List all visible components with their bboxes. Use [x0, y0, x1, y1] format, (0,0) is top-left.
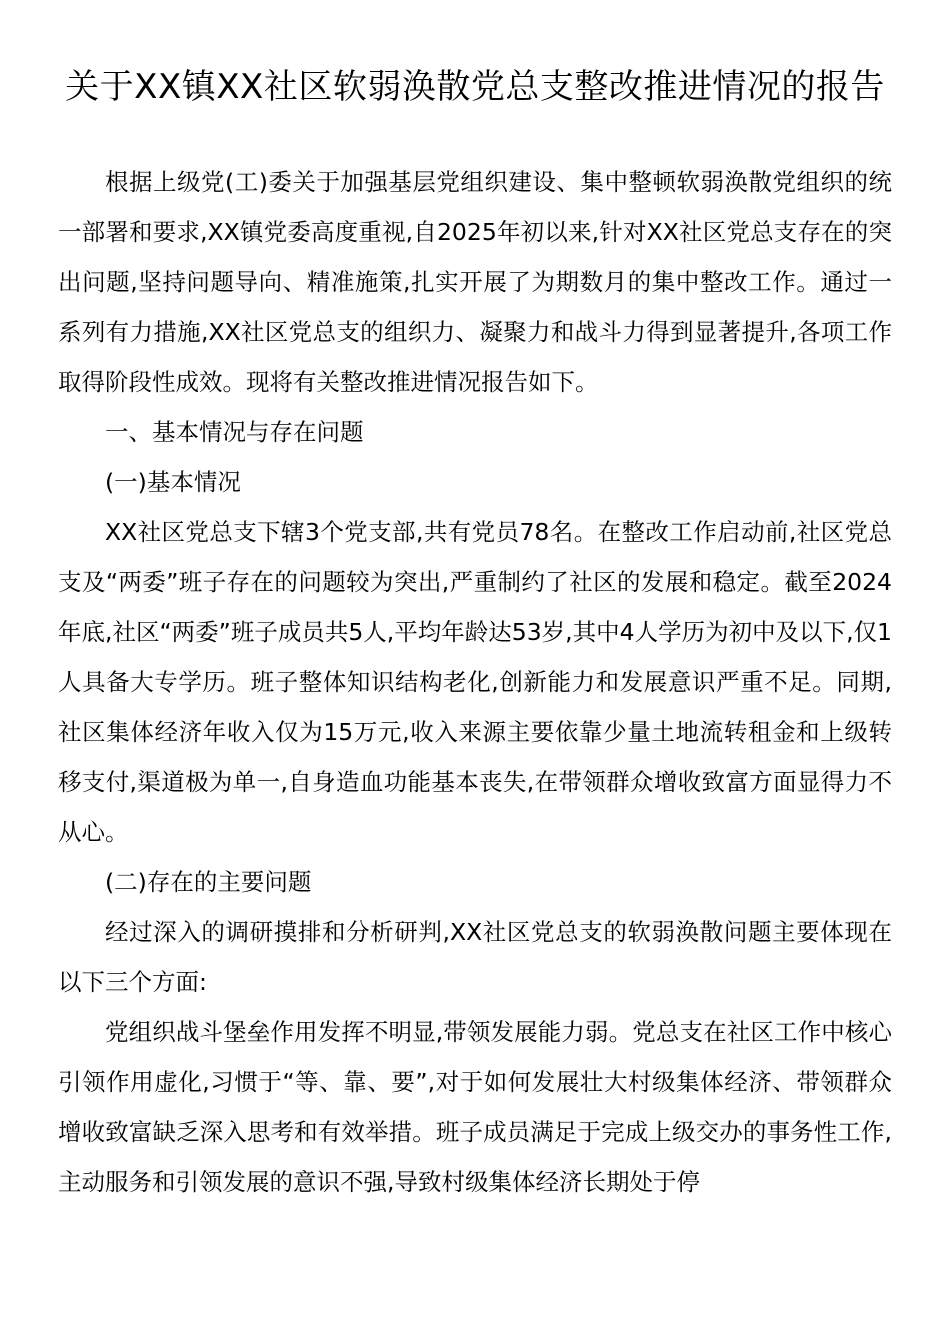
document-title: 关于XX镇XX社区软弱涣散党总支整改推进情况的报告	[65, 67, 885, 107]
section-heading: 一、基本情况与存在问题	[105, 418, 364, 446]
body-paragraph: 党组织战斗堡垒作用发挥不明显,带领发展能力弱。党总支在社区工作中核心引领作用虚化,习惯于“等、靠、要”,对于如何发展壮大村级集体经济、带领群众增收致富缺乏深入思考和有效举措。班子成员满足于完成上级交办的事务性工作,主动服务和引领发展的意识不强,导致村级集体经济长期处于停	[58, 1018, 892, 1196]
document-body	[58, 157, 892, 1207]
subsection-heading: (二)存在的主要问题	[105, 868, 312, 896]
body-paragraph: 经过深入的调研摸排和分析研判,XX社区党总支的软弱涣散问题主要体现在以下三个方面:	[58, 918, 892, 996]
intro-paragraph: 根据上级党(工)委关于加强基层党组织建设、集中整顿软弱涣散党组织的统一部署和要求,XX镇党委高度重视,自2025年初以来,针对XX社区党总支存在的突出问题,坚持问题导向、精准施策,扎实开展了为期数月的集中整改工作。通过一系列有力措施,XX社区党总支的组织力、凝聚力和战斗力得到显著提升,各项工作取得阶段性成效。现将有关整改推进情况报告如下。	[58, 168, 892, 396]
subsection-heading: (一)基本情况	[105, 468, 241, 496]
body-paragraph: XX社区党总支下辖3个党支部,共有党员78名。在整改工作启动前,社区党总支及“两委”班子存在的问题较为突出,严重制约了社区的发展和稳定。截至2024年底,社区“两委”班子成员共5人,平均年龄达53岁,其中4人学历为初中及以下,仅1人具备大专学历。班子整体知识结构老化,创新能力和发展意识严重不足。同期,社区集体经济年收入仅为15万元,收入来源主要依靠少量土地流转租金和上级转移支付,渠道极为单一,自身造血功能基本丧失,在带领群众增收致富方面显得力不从心。	[58, 518, 892, 846]
